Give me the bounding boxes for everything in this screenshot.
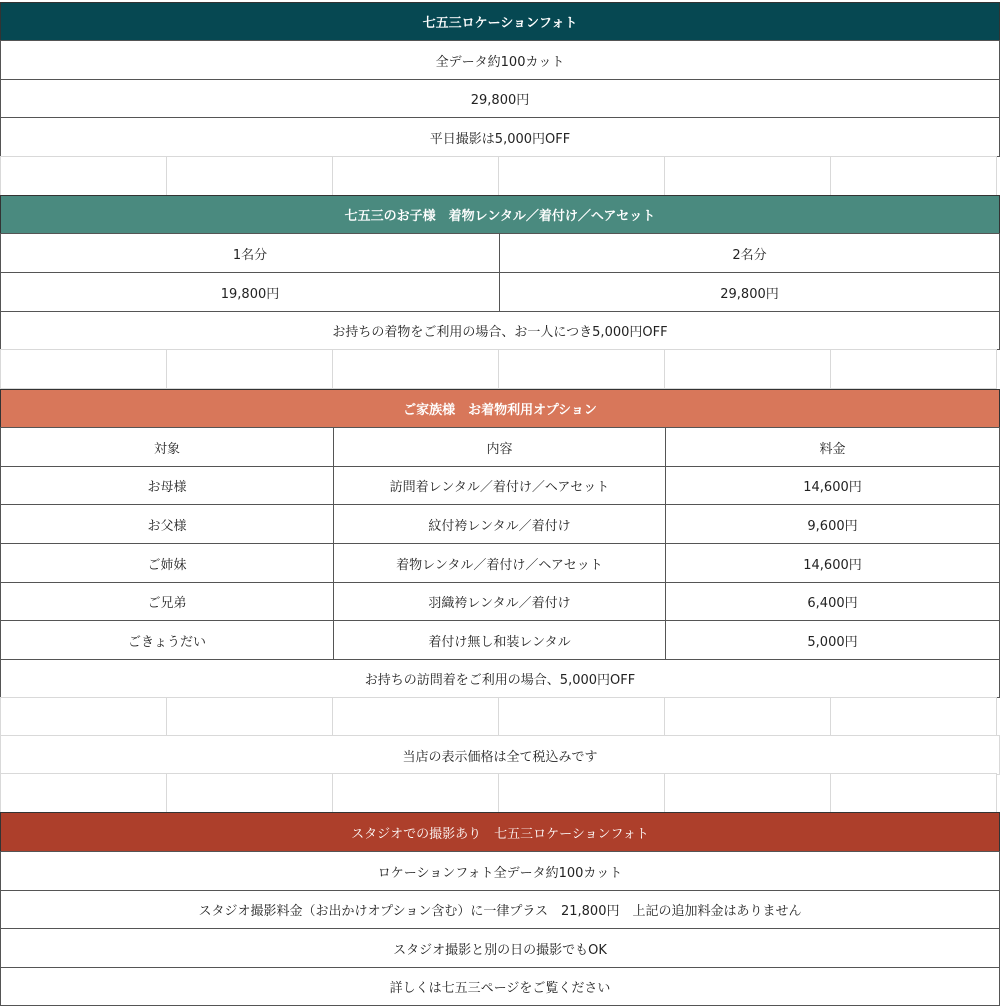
section4-row — [0, 968, 1000, 1006]
row-content: 紋付袴レンタル／着付け — [333, 504, 666, 544]
section1-row — [0, 41, 1000, 80]
table-row — [0, 467, 1000, 505]
grid-cell — [498, 697, 665, 737]
section1-row — [0, 118, 1000, 157]
section2-prices-row — [0, 273, 1000, 312]
grid-cell — [664, 156, 831, 196]
spacer-grid-row — [0, 774, 1000, 813]
section1-title: 七五三ロケーションフォト — [0, 2, 1000, 41]
grid-cell — [166, 773, 333, 813]
section4-details-link[interactable]: 詳しくは七五三ページをご覧ください — [0, 967, 1000, 1006]
row-target: ごきょうだい — [0, 620, 334, 660]
row-target: ご兄弟 — [0, 582, 334, 621]
section4-cut-count: ロケーションフォト全データ約100カット — [0, 851, 1000, 891]
section2-price-one: 19,800円 — [0, 272, 500, 312]
column-header-target: 対象 — [0, 427, 334, 467]
section3-table-header — [0, 428, 1000, 467]
row-target: お母様 — [0, 466, 334, 505]
grid-cell — [498, 156, 665, 196]
row-content: 着物レンタル／着付け／ヘアセット — [333, 543, 666, 583]
row-content: 訪問着レンタル／着付け／ヘアセット — [333, 466, 666, 505]
section2-columns-row — [0, 234, 1000, 273]
grid-cell — [664, 697, 831, 737]
section1-price: 29,800円 — [0, 79, 1000, 118]
table-row — [0, 505, 1000, 544]
grid-cell — [332, 697, 499, 737]
column-header-content: 内容 — [333, 427, 666, 467]
tax-note-row — [0, 736, 1000, 775]
table-row — [0, 621, 1000, 660]
section4-studio-fee: スタジオ撮影料金（お出かけオプション含む）に一律プラス 21,800円 上記の追加料金はありません — [0, 890, 1000, 929]
grid-cell — [830, 773, 997, 813]
section2-price-two: 29,800円 — [499, 272, 1000, 312]
section2-title: 七五三のお子様 着物レンタル／着付け／ヘアセット — [0, 195, 1000, 234]
section2-header-row — [0, 195, 1000, 234]
grid-cell — [332, 773, 499, 813]
spacer-grid-row — [0, 698, 1000, 737]
grid-cell — [664, 349, 831, 389]
row-target: お父様 — [0, 504, 334, 544]
section4-header-row — [0, 812, 1000, 852]
grid-cell — [166, 349, 333, 389]
section4-row — [0, 891, 1000, 929]
section3-note: お持ちの訪問着をご利用の場合、5,000円OFF — [0, 659, 1000, 698]
section4-row — [0, 852, 1000, 891]
grid-cell — [332, 349, 499, 389]
grid-cell — [0, 156, 167, 196]
row-price: 14,600円 — [665, 466, 1000, 505]
tax-note: 当店の表示価格は全て税込みです — [0, 735, 1000, 775]
section3-note-row — [0, 660, 1000, 698]
section2-note-row — [0, 312, 1000, 350]
section1-row — [0, 80, 1000, 118]
section2-column-two: 2名分 — [499, 233, 1000, 273]
row-price: 9,600円 — [665, 504, 1000, 544]
section2-note: お持ちの着物をご利用の場合、お一人につき5,000円OFF — [0, 311, 1000, 350]
section2-column-one: 1名分 — [0, 233, 500, 273]
grid-cell — [0, 697, 167, 737]
grid-cell — [830, 156, 997, 196]
grid-cell — [0, 773, 167, 813]
section3-title: ご家族様 お着物利用オプション — [0, 389, 1000, 428]
grid-cell — [166, 156, 333, 196]
row-target: ご姉妹 — [0, 543, 334, 583]
section4-row — [0, 929, 1000, 968]
section4-title: スタジオでの撮影あり 七五三ロケーションフォト — [0, 812, 1000, 852]
grid-cell — [664, 773, 831, 813]
grid-cell — [498, 349, 665, 389]
row-content: 羽織袴レンタル／着付け — [333, 582, 666, 621]
section1-header-row — [0, 2, 1000, 41]
section3-header-row — [0, 389, 1000, 428]
grid-cell — [830, 349, 997, 389]
grid-cell — [830, 697, 997, 737]
spacer-grid-row — [0, 157, 1000, 196]
row-content: 着付け無し和装レンタル — [333, 620, 666, 660]
grid-cell — [0, 349, 167, 389]
row-price: 5,000円 — [665, 620, 1000, 660]
row-price: 6,400円 — [665, 582, 1000, 621]
table-row — [0, 544, 1000, 583]
table-row — [0, 583, 1000, 621]
section4-separate-day: スタジオ撮影と別の日の撮影でもOK — [0, 928, 1000, 968]
grid-cell — [498, 773, 665, 813]
spacer-grid-row — [0, 350, 1000, 389]
row-price: 14,600円 — [665, 543, 1000, 583]
column-header-price: 料金 — [665, 427, 1000, 467]
grid-cell — [332, 156, 499, 196]
section1-cut-count: 全データ約100カット — [0, 40, 1000, 80]
grid-cell — [166, 697, 333, 737]
section1-weekday-discount: 平日撮影は5,000円OFF — [0, 117, 1000, 157]
